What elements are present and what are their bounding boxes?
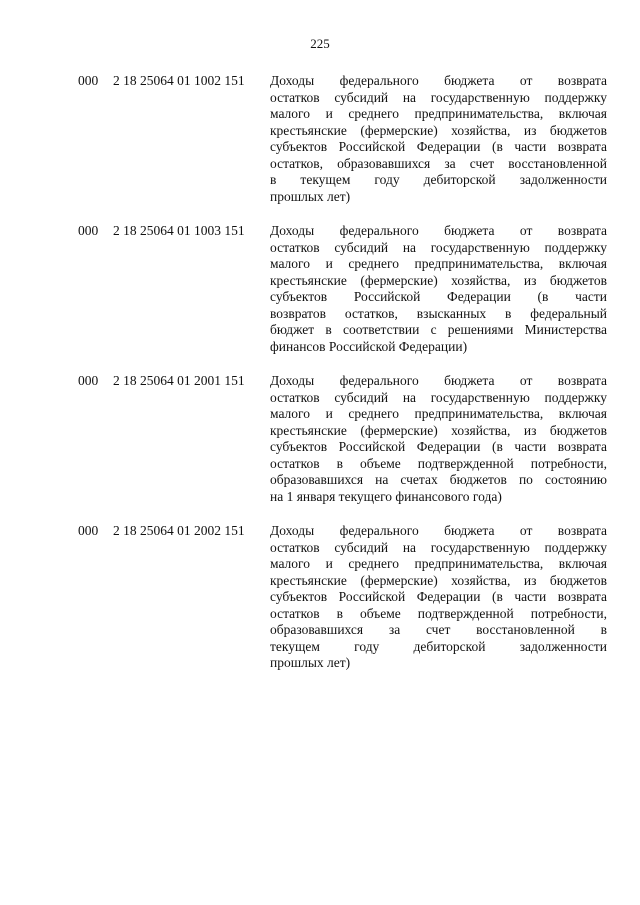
description-line: остатков субсидий на государственную поддержку (270, 539, 607, 555)
description-line: возвратов остатков, взысканных в федеральный (270, 305, 607, 321)
description-line: малого и среднего предпринимательства, включая (270, 556, 607, 571)
table-row (0, 73, 640, 205)
income-description (270, 223, 607, 355)
admin-code: 000 (78, 373, 99, 388)
description-line: субъектов Российской Федерации (в части возврата (270, 589, 607, 604)
description-line: образовавшихся за счет восстановленной в (270, 622, 607, 637)
income-description (270, 523, 607, 672)
description-line: остатков субсидий на государственную поддержку (270, 239, 607, 255)
description-line: на 1 января текущего финансового года) (270, 488, 502, 504)
description-line: остатков в объеме подтвержденной потребности, (270, 605, 607, 621)
description-line: Доходы федерального бюджета от возврата (270, 523, 607, 538)
description-line: бюджет в соответствии с решениями Министерства (270, 322, 607, 337)
admin-code: 000 (78, 73, 99, 88)
description-line: малого и среднего предпринимательства, включая (270, 406, 607, 421)
description-line: малого и среднего предпринимательства, включая (270, 256, 607, 271)
table-row (0, 373, 640, 505)
description-line: остатков субсидий на государственную поддержку (270, 389, 607, 405)
description-line: субъектов Российской Федерации (в части возврата (270, 139, 607, 154)
description-line: крестьянские (фермерские) хозяйства, из бюджетов (270, 122, 607, 138)
description-line: остатков, образовавшихся за счет восстановленной (270, 155, 607, 171)
description-line: образовавшихся на счетах бюджетов по состоянию (270, 472, 607, 487)
kbk-code: 2 18 25064 01 1003 151 (113, 223, 245, 238)
description-line: финансов Российской Федерации) (270, 338, 468, 354)
kbk-code: 2 18 25064 01 2002 151 (113, 523, 245, 538)
description-line: остатков в объеме подтвержденной потребности, (270, 455, 607, 471)
table-row (0, 523, 640, 672)
description-line: малого и среднего предпринимательства, включая (270, 106, 607, 121)
table-row (0, 223, 640, 355)
description-line: прошлых лет) (270, 188, 351, 204)
description-line: крестьянские (фермерские) хозяйства, из бюджетов (270, 572, 607, 588)
description-line: Доходы федерального бюджета от возврата (270, 223, 607, 238)
description-line: текущем году дебиторской задолженности (270, 638, 607, 654)
description-line: прошлых лет) (270, 655, 351, 670)
description-line: Доходы федерального бюджета от возврата (270, 73, 607, 88)
description-line: субъектов Российской Федерации (в части (270, 289, 607, 304)
admin-code: 000 (78, 223, 99, 238)
page-number: 225 (310, 36, 330, 51)
description-line: крестьянские (фермерские) хозяйства, из бюджетов (270, 272, 607, 288)
kbk-code: 2 18 25064 01 1002 151 (113, 73, 245, 88)
description-line: Доходы федерального бюджета от возврата (270, 373, 607, 388)
description-line: субъектов Российской Федерации (в части возврата (270, 439, 607, 454)
classification-table (0, 73, 640, 690)
income-description (270, 373, 607, 505)
admin-code: 000 (78, 523, 99, 538)
description-line: остатков субсидий на государственную поддержку (270, 89, 607, 105)
description-line: крестьянские (фермерские) хозяйства, из бюджетов (270, 422, 607, 438)
kbk-code: 2 18 25064 01 2001 151 (113, 373, 245, 388)
description-line: в текущем году дебиторской задолженности (270, 172, 607, 187)
income-description (270, 73, 607, 205)
